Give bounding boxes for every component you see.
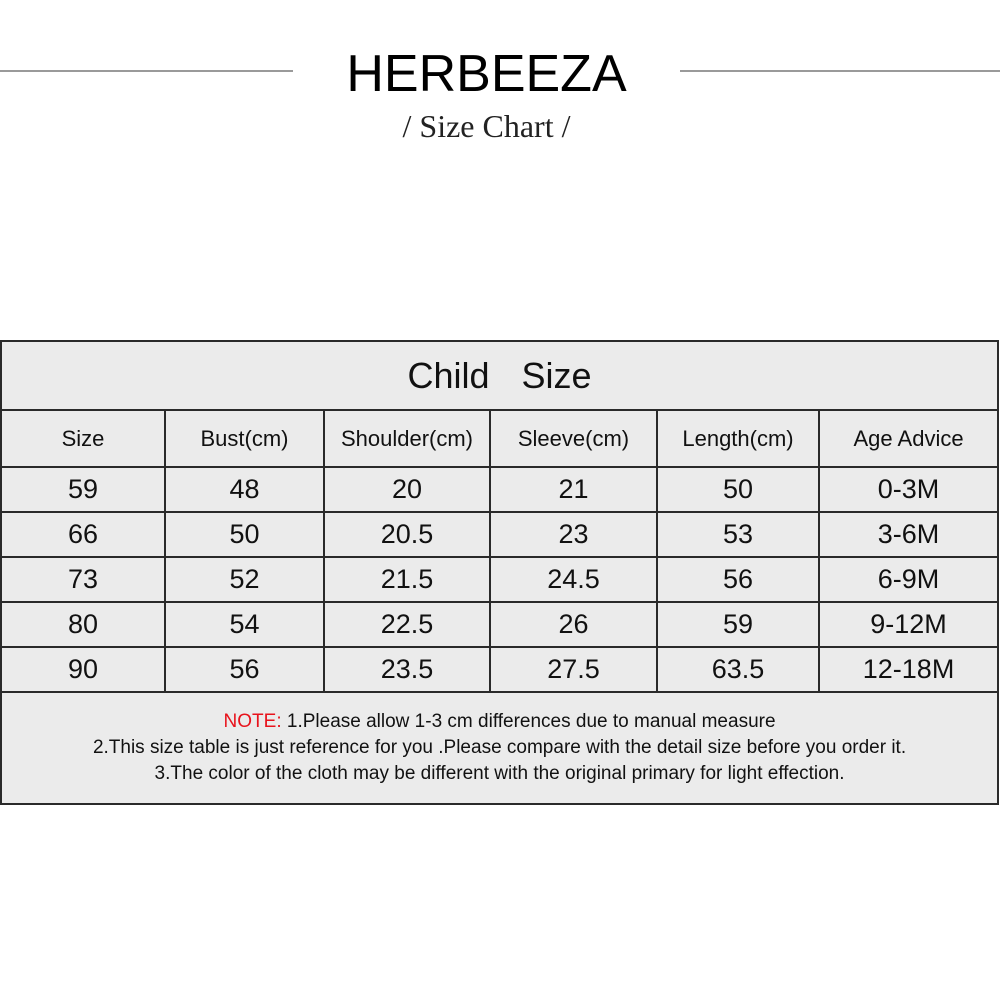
brand-title: HERBEEZA <box>346 45 627 103</box>
cell-sleeve: 27.5 <box>490 647 657 692</box>
table-header-row <box>1 410 998 467</box>
cell-length: 56 <box>657 557 819 602</box>
size-table <box>0 340 999 805</box>
cell-shoulder: 21.5 <box>324 557 490 602</box>
table-row <box>1 467 998 512</box>
cell-bust: 52 <box>165 557 324 602</box>
table-row <box>1 602 998 647</box>
cell-length: 63.5 <box>657 647 819 692</box>
cell-size: 59 <box>1 467 165 512</box>
cell-sleeve: 24.5 <box>490 557 657 602</box>
cell-shoulder: 22.5 <box>324 602 490 647</box>
chart-subtitle: / Size Chart / <box>402 108 571 144</box>
cell-length: 53 <box>657 512 819 557</box>
cell-size: 73 <box>1 557 165 602</box>
note-line-1 <box>2 709 997 735</box>
column-header-length: Length(cm) <box>657 410 819 467</box>
table-row <box>1 557 998 602</box>
cell-bust: 56 <box>165 647 324 692</box>
column-header-size: Size <box>1 410 165 467</box>
cell-size: 80 <box>1 602 165 647</box>
cell-age-advice: 12-18M <box>819 647 998 692</box>
table-row <box>1 647 998 692</box>
cell-length: 59 <box>657 602 819 647</box>
note-text-1: 1.Please allow 1-3 cm differences due to manual measure <box>281 711 776 732</box>
header-rule-left <box>0 70 293 72</box>
cell-shoulder: 23.5 <box>324 647 490 692</box>
cell-age-advice: 0-3M <box>819 467 998 512</box>
note-label: NOTE: <box>223 711 282 732</box>
cell-sleeve: 26 <box>490 602 657 647</box>
cell-size: 90 <box>1 647 165 692</box>
column-header-age-advice: Age Advice <box>819 410 998 467</box>
cell-age-advice: 6-9M <box>819 557 998 602</box>
notes-block <box>1 692 998 804</box>
cell-sleeve: 21 <box>490 467 657 512</box>
header-rule-right <box>680 70 1000 72</box>
cell-size: 66 <box>1 512 165 557</box>
column-header-sleeve: Sleeve(cm) <box>490 410 657 467</box>
cell-age-advice: 9-12M <box>819 602 998 647</box>
note-line-2: 2.This size table is just reference for you .Please compare with the detail size before you order it. <box>92 737 907 758</box>
cell-sleeve: 23 <box>490 512 657 557</box>
cell-shoulder: 20 <box>324 467 490 512</box>
table-row <box>1 512 998 557</box>
note-line-3: 3.The color of the cloth may be different with the original primary for light effection. <box>154 763 845 784</box>
cell-age-advice: 3-6M <box>819 512 998 557</box>
column-header-bust: Bust(cm) <box>165 410 324 467</box>
cell-length: 50 <box>657 467 819 512</box>
cell-shoulder: 20.5 <box>324 512 490 557</box>
cell-bust: 50 <box>165 512 324 557</box>
table-title: Child Size <box>1 341 998 410</box>
cell-bust: 54 <box>165 602 324 647</box>
column-header-shoulder: Shoulder(cm) <box>324 410 490 467</box>
cell-bust: 48 <box>165 467 324 512</box>
